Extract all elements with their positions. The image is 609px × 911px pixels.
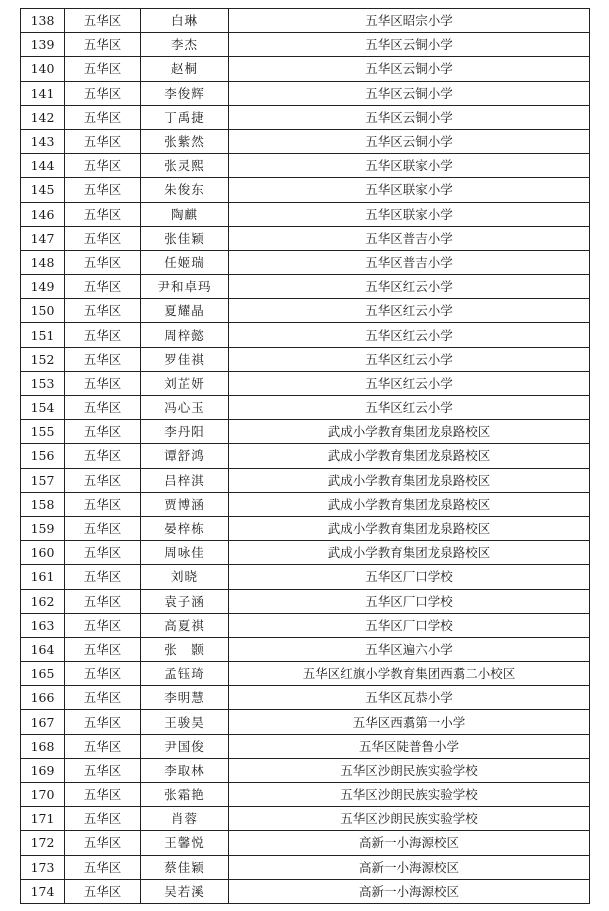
- table-row: [21, 299, 590, 323]
- school-cell: 五华区遍六小学: [229, 637, 590, 661]
- district-cell: 五华区: [65, 81, 141, 105]
- table-row: [21, 855, 590, 879]
- table-row: [21, 371, 590, 395]
- table-row: [21, 347, 590, 371]
- row-number-cell: 139: [21, 33, 65, 57]
- school-cell: 五华区瓦恭小学: [229, 686, 590, 710]
- student-name-cell: 晏梓栋: [141, 516, 229, 540]
- school-cell: 五华区云铜小学: [229, 57, 590, 81]
- school-cell: 五华区厂口学校: [229, 613, 590, 637]
- school-cell: 五华区沙朗民族实验学校: [229, 758, 590, 782]
- district-cell: 五华区: [65, 129, 141, 153]
- school-cell: 五华区昭宗小学: [229, 9, 590, 33]
- table-row: [21, 468, 590, 492]
- district-cell: 五华区: [65, 178, 141, 202]
- table-row: [21, 807, 590, 831]
- row-number-cell: 166: [21, 686, 65, 710]
- school-cell: 武成小学教育集团龙泉路校区: [229, 516, 590, 540]
- school-cell: 五华区红云小学: [229, 396, 590, 420]
- row-number-cell: 174: [21, 879, 65, 903]
- school-cell: 五华区普吉小学: [229, 250, 590, 274]
- district-cell: 五华区: [65, 420, 141, 444]
- table-row: [21, 323, 590, 347]
- school-cell: 高新一小海源校区: [229, 879, 590, 903]
- district-cell: 五华区: [65, 323, 141, 347]
- row-number-cell: 142: [21, 105, 65, 129]
- student-name-cell: 李俊辉: [141, 81, 229, 105]
- district-cell: 五华区: [65, 275, 141, 299]
- table-row: [21, 129, 590, 153]
- student-name-cell: 张佳颖: [141, 226, 229, 250]
- table-row: [21, 154, 590, 178]
- student-name-cell: 周梓懿: [141, 323, 229, 347]
- student-name-cell: 李杰: [141, 33, 229, 57]
- school-cell: 五华区陡普鲁小学: [229, 734, 590, 758]
- row-number-cell: 167: [21, 710, 65, 734]
- student-name-cell: 朱俊东: [141, 178, 229, 202]
- school-cell: 五华区沙朗民族实验学校: [229, 807, 590, 831]
- student-name-cell: 陶麒: [141, 202, 229, 226]
- district-cell: 五华区: [65, 9, 141, 33]
- school-cell: 五华区红云小学: [229, 275, 590, 299]
- school-cell: 五华区红云小学: [229, 299, 590, 323]
- row-number-cell: 149: [21, 275, 65, 299]
- school-cell: 五华区云铜小学: [229, 33, 590, 57]
- table-row: [21, 879, 590, 903]
- row-number-cell: 161: [21, 565, 65, 589]
- row-number-cell: 172: [21, 831, 65, 855]
- roster-body: [21, 9, 590, 904]
- row-number-cell: 159: [21, 516, 65, 540]
- district-cell: 五华区: [65, 613, 141, 637]
- table-row: [21, 516, 590, 540]
- table-row: [21, 9, 590, 33]
- student-name-cell: 李明慧: [141, 686, 229, 710]
- table-row: [21, 783, 590, 807]
- school-cell: 五华区西翥第一小学: [229, 710, 590, 734]
- student-name-cell: 白琳: [141, 9, 229, 33]
- row-number-cell: 153: [21, 371, 65, 395]
- row-number-cell: 138: [21, 9, 65, 33]
- school-cell: 五华区厂口学校: [229, 589, 590, 613]
- school-cell: 五华区红云小学: [229, 323, 590, 347]
- row-number-cell: 155: [21, 420, 65, 444]
- row-number-cell: 169: [21, 758, 65, 782]
- school-cell: 五华区普吉小学: [229, 226, 590, 250]
- school-cell: 武成小学教育集团龙泉路校区: [229, 492, 590, 516]
- table-row: [21, 178, 590, 202]
- row-number-cell: 160: [21, 541, 65, 565]
- table-row: [21, 33, 590, 57]
- district-cell: 五华区: [65, 710, 141, 734]
- district-cell: 五华区: [65, 371, 141, 395]
- row-number-cell: 141: [21, 81, 65, 105]
- student-name-cell: 袁子涵: [141, 589, 229, 613]
- table-row: [21, 831, 590, 855]
- school-cell: 五华区沙朗民族实验学校: [229, 783, 590, 807]
- table-row: [21, 565, 590, 589]
- row-number-cell: 154: [21, 396, 65, 420]
- student-name-cell: 任姬瑞: [141, 250, 229, 274]
- student-name-cell: 蔡佳颖: [141, 855, 229, 879]
- student-name-cell: 高夏祺: [141, 613, 229, 637]
- table-row: [21, 662, 590, 686]
- district-cell: 五华区: [65, 57, 141, 81]
- table-row: [21, 81, 590, 105]
- table-row: [21, 275, 590, 299]
- student-name-cell: 冯心玉: [141, 396, 229, 420]
- row-number-cell: 170: [21, 783, 65, 807]
- district-cell: 五华区: [65, 347, 141, 371]
- student-name-cell: 李丹阳: [141, 420, 229, 444]
- school-cell: 五华区云铜小学: [229, 105, 590, 129]
- district-cell: 五华区: [65, 202, 141, 226]
- district-cell: 五华区: [65, 637, 141, 661]
- table-row: [21, 710, 590, 734]
- district-cell: 五华区: [65, 879, 141, 903]
- student-name-cell: 刘晓: [141, 565, 229, 589]
- row-number-cell: 168: [21, 734, 65, 758]
- district-cell: 五华区: [65, 226, 141, 250]
- district-cell: 五华区: [65, 565, 141, 589]
- table-row: [21, 734, 590, 758]
- row-number-cell: 156: [21, 444, 65, 468]
- district-cell: 五华区: [65, 250, 141, 274]
- district-cell: 五华区: [65, 855, 141, 879]
- row-number-cell: 173: [21, 855, 65, 879]
- row-number-cell: 152: [21, 347, 65, 371]
- district-cell: 五华区: [65, 154, 141, 178]
- school-cell: 五华区联家小学: [229, 202, 590, 226]
- district-cell: 五华区: [65, 589, 141, 613]
- row-number-cell: 171: [21, 807, 65, 831]
- table-row: [21, 686, 590, 710]
- student-name-cell: 张霜艳: [141, 783, 229, 807]
- student-name-cell: 谭舒鸿: [141, 444, 229, 468]
- table-row: [21, 589, 590, 613]
- table-row: [21, 541, 590, 565]
- school-cell: 五华区厂口学校: [229, 565, 590, 589]
- student-roster-table: [20, 8, 590, 904]
- district-cell: 五华区: [65, 734, 141, 758]
- district-cell: 五华区: [65, 33, 141, 57]
- student-name-cell: 尹国俊: [141, 734, 229, 758]
- student-name-cell: 夏耀晶: [141, 299, 229, 323]
- student-name-cell: 吕梓淇: [141, 468, 229, 492]
- district-cell: 五华区: [65, 516, 141, 540]
- student-name-cell: 周咏佳: [141, 541, 229, 565]
- student-name-cell: 王馨悦: [141, 831, 229, 855]
- row-number-cell: 144: [21, 154, 65, 178]
- school-cell: 五华区联家小学: [229, 178, 590, 202]
- student-name-cell: 刘芷妍: [141, 371, 229, 395]
- student-name-cell: 赵桐: [141, 57, 229, 81]
- district-cell: 五华区: [65, 299, 141, 323]
- student-name-cell: 张灵熙: [141, 154, 229, 178]
- row-number-cell: 165: [21, 662, 65, 686]
- row-number-cell: 162: [21, 589, 65, 613]
- district-cell: 五华区: [65, 396, 141, 420]
- school-cell: 高新一小海源校区: [229, 855, 590, 879]
- school-cell: 五华区联家小学: [229, 154, 590, 178]
- table-row: [21, 444, 590, 468]
- row-number-cell: 151: [21, 323, 65, 347]
- student-name-cell: 吴若溪: [141, 879, 229, 903]
- row-number-cell: 147: [21, 226, 65, 250]
- district-cell: 五华区: [65, 758, 141, 782]
- district-cell: 五华区: [65, 444, 141, 468]
- table-row: [21, 226, 590, 250]
- district-cell: 五华区: [65, 105, 141, 129]
- district-cell: 五华区: [65, 492, 141, 516]
- school-cell: 五华区红旗小学教育集团西翥二小校区: [229, 662, 590, 686]
- table-row: [21, 250, 590, 274]
- student-name-cell: 李取林: [141, 758, 229, 782]
- school-cell: 高新一小海源校区: [229, 831, 590, 855]
- district-cell: 五华区: [65, 541, 141, 565]
- row-number-cell: 163: [21, 613, 65, 637]
- school-cell: 五华区红云小学: [229, 347, 590, 371]
- table-row: [21, 202, 590, 226]
- student-name-cell: 丁禹捷: [141, 105, 229, 129]
- table-row: [21, 613, 590, 637]
- school-cell: 武成小学教育集团龙泉路校区: [229, 420, 590, 444]
- row-number-cell: 146: [21, 202, 65, 226]
- student-name-cell: 罗佳祺: [141, 347, 229, 371]
- table-row: [21, 396, 590, 420]
- row-number-cell: 158: [21, 492, 65, 516]
- table-row: [21, 105, 590, 129]
- table-row: [21, 758, 590, 782]
- row-number-cell: 150: [21, 299, 65, 323]
- district-cell: 五华区: [65, 807, 141, 831]
- student-name-cell: 张紫然: [141, 129, 229, 153]
- row-number-cell: 157: [21, 468, 65, 492]
- student-name-cell: 贾博涵: [141, 492, 229, 516]
- district-cell: 五华区: [65, 662, 141, 686]
- school-cell: 武成小学教育集团龙泉路校区: [229, 468, 590, 492]
- district-cell: 五华区: [65, 686, 141, 710]
- table-row: [21, 492, 590, 516]
- school-cell: 五华区云铜小学: [229, 129, 590, 153]
- row-number-cell: 164: [21, 637, 65, 661]
- student-name-cell: 张 颢: [141, 637, 229, 661]
- school-cell: 五华区云铜小学: [229, 81, 590, 105]
- row-number-cell: 145: [21, 178, 65, 202]
- student-name-cell: 王骏昊: [141, 710, 229, 734]
- student-name-cell: 肖蓉: [141, 807, 229, 831]
- table-row: [21, 420, 590, 444]
- table-row: [21, 57, 590, 81]
- school-cell: 武成小学教育集团龙泉路校区: [229, 444, 590, 468]
- row-number-cell: 140: [21, 57, 65, 81]
- row-number-cell: 143: [21, 129, 65, 153]
- student-name-cell: 孟钰琦: [141, 662, 229, 686]
- school-cell: 五华区红云小学: [229, 371, 590, 395]
- district-cell: 五华区: [65, 468, 141, 492]
- row-number-cell: 148: [21, 250, 65, 274]
- table-row: [21, 637, 590, 661]
- district-cell: 五华区: [65, 831, 141, 855]
- school-cell: 武成小学教育集团龙泉路校区: [229, 541, 590, 565]
- district-cell: 五华区: [65, 783, 141, 807]
- student-name-cell: 尹和卓玛: [141, 275, 229, 299]
